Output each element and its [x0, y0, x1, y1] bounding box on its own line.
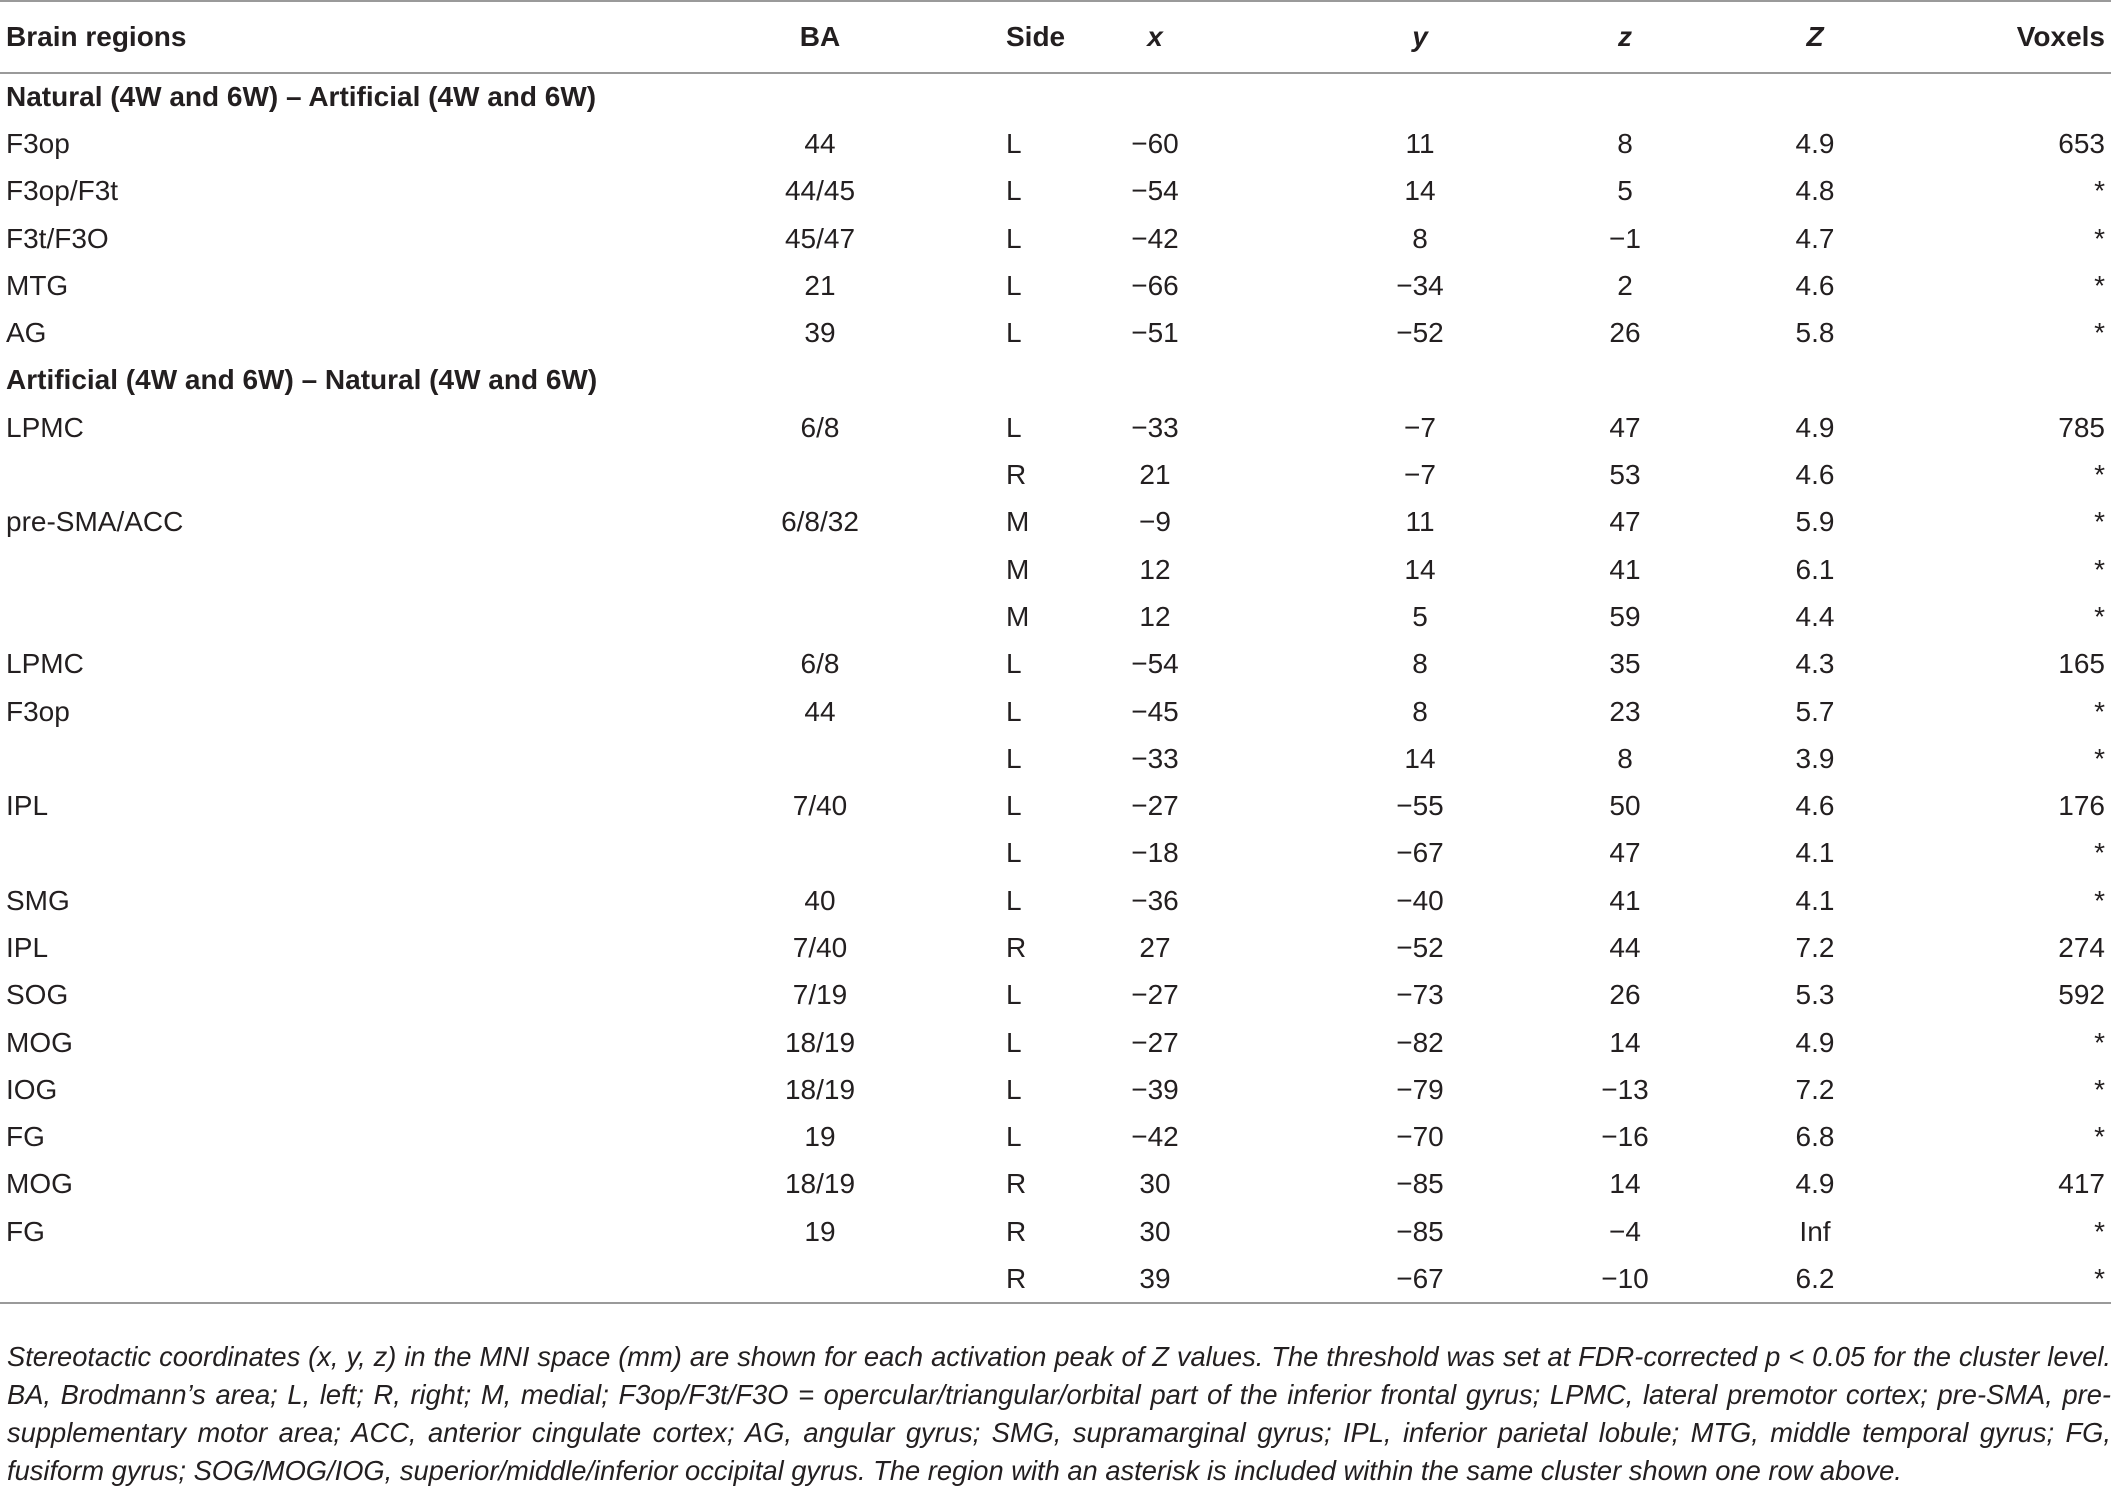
table-row: L −18 −67 47 4.1 * [0, 830, 2111, 877]
z-value-cell: 4.6 [1795, 269, 1835, 301]
ba-cell: 21 [804, 269, 836, 301]
y-cell: −55 [1396, 790, 1444, 822]
y-cell: 8 [1412, 222, 1428, 254]
y-cell: −73 [1396, 979, 1444, 1011]
ba-cell [640, 830, 1000, 877]
table-row: LPMC 6/8 L −33 −7 47 4.9 785 [0, 404, 2111, 451]
region-cell: AG [6, 317, 47, 349]
y-cell: −7 [1404, 411, 1436, 443]
z-value-cell: 4.6 [1795, 790, 1835, 822]
table-row: MTG 21 L −66 −34 2 4.6 * [0, 262, 2111, 309]
z-cell: −13 [1601, 1073, 1649, 1105]
ba-cell [640, 1255, 1000, 1302]
region-cell [0, 1255, 640, 1302]
z-value-cell: 5.9 [1795, 506, 1835, 538]
x-cell: 27 [1139, 931, 1171, 963]
region-cell: FG [6, 1121, 45, 1153]
x-cell: 12 [1139, 600, 1171, 632]
region-cell [0, 451, 640, 498]
z-cell: 47 [1609, 837, 1641, 869]
region-cell [0, 546, 640, 593]
table-row: SOG 7/19 L −27 −73 26 5.3 592 [0, 972, 2111, 1019]
x-cell: −39 [1131, 1073, 1179, 1105]
ba-cell [640, 451, 1000, 498]
y-cell: −7 [1404, 459, 1436, 491]
z-value-cell: 7.2 [1795, 1073, 1835, 1105]
z-value-cell: 4.1 [1795, 837, 1835, 869]
voxels-cell: * [2094, 884, 2105, 916]
ba-cell: 18/19 [784, 1026, 856, 1058]
region-cell: FG [6, 1215, 45, 1247]
voxels-cell: * [2094, 695, 2105, 727]
table-row: L −33 14 8 3.9 * [0, 735, 2111, 782]
table-row: LPMC 6/8 L −54 8 35 4.3 165 [0, 641, 2111, 688]
header-y: y [1310, 1, 1530, 73]
ba-cell: 6/8 [800, 648, 840, 680]
x-cell: −66 [1131, 269, 1179, 301]
ba-cell [640, 546, 1000, 593]
y-cell: −79 [1396, 1073, 1444, 1105]
x-cell: 30 [1139, 1215, 1171, 1247]
ba-cell: 6/8 [800, 411, 840, 443]
x-cell: 39 [1000, 1255, 1310, 1302]
z-cell: 14 [1609, 1168, 1641, 1200]
voxels-cell: 592 [2058, 979, 2105, 1011]
x-cell: −45 [1131, 695, 1179, 727]
table-row: R 21 −7 53 4.6 * [0, 451, 2111, 498]
z-value-cell: 4.9 [1795, 1026, 1835, 1058]
region-cell: MTG [6, 269, 69, 301]
y-cell: −34 [1396, 269, 1444, 301]
z-value-cell: 4.9 [1795, 127, 1835, 159]
z-cell: 8 [1617, 742, 1633, 774]
z-cell: 44 [1609, 931, 1641, 963]
table-row: F3op 44 L −60 11 8 4.9 653 [0, 120, 2111, 167]
x-cell: −42 [1131, 222, 1179, 254]
header-ba: BA [640, 1, 1000, 73]
z-value-cell: 4.9 [1795, 1168, 1835, 1200]
y-cell: 14 [1404, 742, 1436, 774]
voxels-cell: * [2094, 600, 2105, 632]
x-cell: 12 [1139, 553, 1171, 585]
ba-cell: 40 [804, 884, 836, 916]
x-cell: −18 [1131, 837, 1179, 869]
table-row: AG 39 L −51 −52 26 5.8 * [0, 309, 2111, 356]
region-cell: LPMC [6, 411, 84, 443]
voxels-cell: * [2094, 1026, 2105, 1058]
ba-cell: 7/19 [792, 979, 848, 1011]
z-cell: 50 [1609, 790, 1641, 822]
y-cell: 8 [1412, 648, 1428, 680]
x-cell: −27 [1131, 790, 1179, 822]
table-row: F3t/F3O 45/47 L −42 8 −1 4.7 * [0, 215, 2111, 262]
voxels-cell: * [2094, 222, 2105, 254]
z-value-cell: 4.8 [1795, 175, 1835, 207]
voxels-cell: 165 [2058, 648, 2105, 680]
x-cell: 21 [1139, 459, 1171, 491]
table-row: FG 19 R 30 −85 −4 Inf * [0, 1208, 2111, 1255]
voxels-cell: * [2094, 317, 2105, 349]
y-cell: −52 [1396, 317, 1444, 349]
z-cell: 35 [1609, 648, 1641, 680]
ba-cell: 39 [804, 317, 836, 349]
y-cell: −70 [1396, 1121, 1444, 1153]
table-row: M 12 5 59 4.4 * [0, 593, 2111, 640]
z-value-cell: 6.8 [1795, 1121, 1835, 1153]
ba-cell [640, 593, 1000, 640]
region-cell: SMG [6, 884, 70, 916]
region-cell: LPMC [6, 648, 84, 680]
voxels-cell: * [2094, 1215, 2105, 1247]
voxels-cell: 274 [2058, 931, 2105, 963]
z-value-cell: 5.3 [1795, 979, 1835, 1011]
y-cell: 11 [1405, 127, 1435, 159]
z-value-cell: 4.7 [1795, 222, 1835, 254]
z-cell: 26 [1609, 979, 1641, 1011]
z-value-cell: 5.8 [1795, 317, 1835, 349]
voxels-cell: * [2094, 175, 2105, 207]
y-cell: −85 [1396, 1168, 1444, 1200]
table-row: SMG 40 L −36 −40 41 4.1 * [0, 877, 2111, 924]
z-cell: 53 [1609, 459, 1641, 491]
section-title: Natural (4W and 6W) – Artificial (4W and 6W) [6, 81, 597, 113]
ba-cell: 7/40 [792, 931, 848, 963]
region-cell: IPL [6, 790, 49, 822]
voxels-cell: * [2094, 837, 2105, 869]
z-cell: 23 [1609, 695, 1641, 727]
section-row [0, 357, 2111, 404]
table-body [0, 73, 2111, 1303]
x-cell: −33 [1131, 411, 1179, 443]
ba-cell [640, 735, 1000, 782]
x-cell: −54 [1131, 648, 1179, 680]
ba-cell: 18/19 [784, 1073, 856, 1105]
y-cell: −67 [1396, 837, 1444, 869]
z-cell: 5 [1617, 175, 1633, 207]
table-row: M 12 14 41 6.1 * [0, 546, 2111, 593]
y-cell: 11 [1405, 506, 1435, 538]
ba-cell: 7/40 [792, 790, 848, 822]
region-cell: SOG [6, 979, 69, 1011]
z-cell: 41 [1609, 884, 1641, 916]
y-cell: −85 [1396, 1215, 1444, 1247]
z-cell: 41 [1609, 553, 1641, 585]
table-row: pre-SMA/ACC 6/8/32 M −9 11 47 5.9 * [0, 499, 2111, 546]
z-value-cell: 7.2 [1795, 931, 1835, 963]
z-cell: −16 [1601, 1121, 1649, 1153]
ba-cell: 44/45 [784, 175, 856, 207]
ba-cell: 19 [804, 1121, 836, 1153]
header-x: x [1000, 1, 1310, 73]
table-row: FG 19 L −42 −70 −16 6.8 * [0, 1114, 2111, 1161]
voxels-cell: * [2094, 1121, 2105, 1153]
table-row: F3op/F3t 44/45 L −54 14 5 4.8 * [0, 168, 2111, 215]
y-cell: −52 [1396, 931, 1444, 963]
z-cell: 47 [1609, 506, 1641, 538]
z-cell: 59 [1609, 600, 1641, 632]
x-cell: −27 [1131, 979, 1179, 1011]
voxels-cell: 176 [2058, 790, 2105, 822]
voxels-cell: * [2094, 269, 2105, 301]
y-cell: −40 [1396, 884, 1444, 916]
voxels-cell: * [1910, 1255, 2111, 1302]
voxels-cell: * [2094, 742, 2105, 774]
z-value-cell: 4.3 [1795, 648, 1835, 680]
header-z-value: Z [1720, 1, 1910, 73]
z-cell: 8 [1617, 127, 1633, 159]
y-cell: −67 [1310, 1255, 1530, 1302]
header-brain-regions: Brain regions [0, 1, 640, 73]
z-cell: 2 [1617, 269, 1633, 301]
z-value-cell: 6.2 [1720, 1255, 1910, 1302]
region-cell: MOG [6, 1168, 73, 1200]
table-row: MOG 18/19 L −27 −82 14 4.9 * [0, 1019, 2111, 1066]
region-cell: F3op [6, 127, 70, 159]
z-value-cell: 3.9 [1795, 742, 1835, 774]
x-cell: −33 [1131, 742, 1179, 774]
ba-cell: 6/8/32 [781, 506, 859, 538]
table-row: IPL 7/40 R 27 −52 44 7.2 274 [0, 924, 2111, 971]
y-cell: 8 [1412, 695, 1428, 727]
y-cell: 5 [1412, 600, 1428, 632]
ba-cell: 18/19 [784, 1168, 856, 1200]
x-cell: −27 [1131, 1026, 1179, 1058]
region-cell [0, 830, 640, 877]
region-cell: MOG [6, 1026, 73, 1058]
table-row: MOG 18/19 R 30 −85 14 4.9 417 [0, 1161, 2111, 1208]
table-row: R 39 −67 −10 6.2 * [0, 1255, 2111, 1302]
region-cell [0, 593, 640, 640]
ba-cell: 44 [804, 127, 836, 159]
z-cell: 26 [1609, 317, 1641, 349]
region-cell: IOG [6, 1073, 58, 1105]
z-cell: −1 [1609, 222, 1641, 254]
voxels-cell: * [2094, 553, 2105, 585]
z-value-cell: Inf [1799, 1215, 1831, 1247]
y-cell: 14 [1404, 175, 1436, 207]
voxels-cell: 653 [2058, 127, 2105, 159]
z-value-cell: 4.1 [1795, 884, 1835, 916]
region-cell: F3op [6, 695, 70, 727]
x-cell: −54 [1131, 175, 1179, 207]
region-cell: F3op/F3t [6, 175, 119, 207]
header-z: z [1530, 1, 1720, 73]
header-row: Brain regions BA Side x y z Z Voxels [0, 1, 2111, 73]
section-title: Artificial (4W and 6W) – Natural (4W and 6W) [6, 364, 598, 396]
section-row [0, 73, 2111, 120]
voxels-cell: * [2094, 459, 2105, 491]
ba-cell: 19 [804, 1215, 836, 1247]
voxels-cell: * [2094, 1073, 2105, 1105]
z-value-cell: 4.4 [1795, 600, 1835, 632]
region-cell: F3t/F3O [6, 222, 109, 254]
header-voxels: Voxels [1910, 1, 2111, 73]
z-cell: 47 [1609, 411, 1641, 443]
voxels-cell: 417 [2058, 1168, 2105, 1200]
z-value-cell: 4.6 [1795, 459, 1835, 491]
z-cell: −10 [1530, 1255, 1720, 1302]
voxels-cell: * [2094, 506, 2105, 538]
table-footnote: Stereotactic coordinates (x, y, z) in the MNI space (mm) are shown for each activation peak of Z values. The threshold was set at FDR-corrected p < 0.05 for the cluster level. BA, Brodmann’s area; L, left; R, right; M, medial; F3op/F3t/F3O = opercular/triangular/orbital part of the inferior frontal gyrus; LPMC, lateral premotor cortex; pre-SMA, pre-supplementary motor area; ACC, anterior cingulate cortex; AG, angular gyrus; SMG, supramarginal gyrus; IPL, inferior parietal lobule; MTG, middle temporal gyrus; FG, fusiform gyrus; SOG/MOG/IOG, superior/middle/inferior occipital gyrus. The region with an asterisk is included within the same cluster shown one row above. [7, 1341, 2111, 1486]
table-row: F3op 44 L −45 8 23 5.7 * [0, 688, 2111, 735]
x-cell: 30 [1139, 1168, 1171, 1200]
ba-cell: 44 [804, 695, 836, 727]
x-cell: −36 [1131, 884, 1179, 916]
z-value-cell: 6.1 [1795, 553, 1835, 585]
z-cell: −4 [1609, 1215, 1641, 1247]
x-cell: −42 [1131, 1121, 1179, 1153]
table-row: IOG 18/19 L −39 −79 −13 7.2 * [0, 1066, 2111, 1113]
x-cell: −51 [1131, 317, 1179, 349]
z-value-cell: 5.7 [1795, 695, 1835, 727]
z-cell: 14 [1609, 1026, 1641, 1058]
y-cell: 14 [1404, 553, 1436, 585]
voxels-cell: 785 [2058, 411, 2105, 443]
z-value-cell: 4.9 [1795, 411, 1835, 443]
region-cell: pre-SMA/ACC [6, 506, 184, 538]
ba-cell: 45/47 [784, 222, 856, 254]
region-cell [0, 735, 640, 782]
x-cell: −60 [1131, 127, 1179, 159]
x-cell: −9 [1139, 506, 1171, 538]
region-cell: IPL [6, 931, 49, 963]
table-row: IPL 7/40 L −27 −55 50 4.6 176 [0, 782, 2111, 829]
y-cell: −82 [1396, 1026, 1444, 1058]
